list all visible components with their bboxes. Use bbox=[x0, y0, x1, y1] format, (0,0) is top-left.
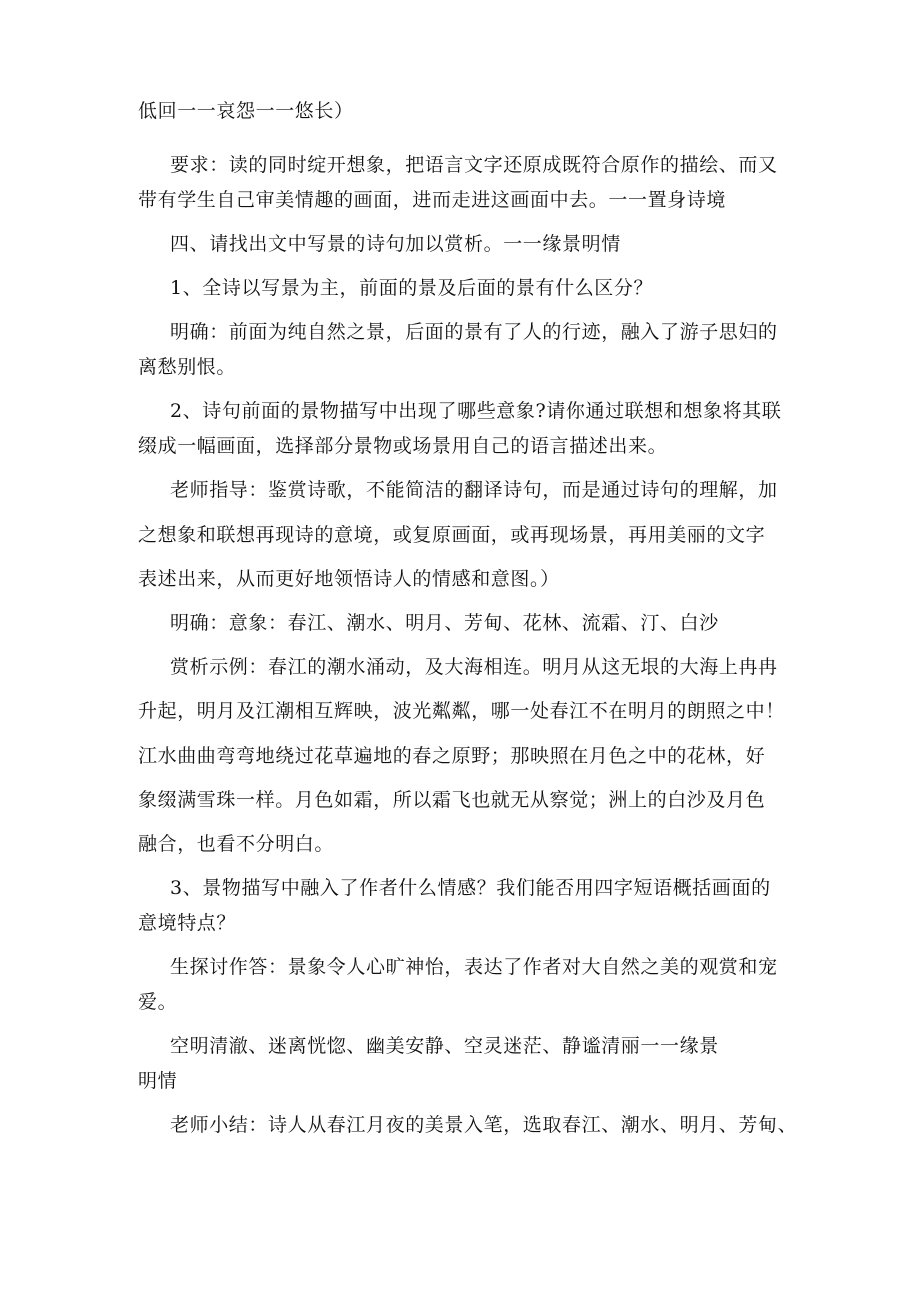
text-line: 带有学生自己审美情趣的画面，进而走进这画面中去。一一置身诗境 bbox=[138, 189, 727, 211]
text-line: 象缀满雪珠一样。月色如霜，所以霜飞也就无从察觉；洲上的白沙及月色 bbox=[138, 789, 766, 811]
text-line: 江水曲曲弯弯地绕过花草遍地的春之原野；那映照在月色之中的花林，好 bbox=[138, 745, 766, 767]
text-line: 空明清澈、迷离恍惚、幽美安静、空灵迷茫、静谧清丽一一缘景 bbox=[170, 1035, 719, 1057]
text-line: 表述出来，从而更好地领悟诗人的情感和意图。） bbox=[138, 568, 560, 590]
text-line: 缀成一幅画面，选择部分景物或场景用自己的语言描述出来。 bbox=[138, 435, 668, 457]
text-line: 四、请找出文中写景的诗句加以赏析。一一缘景明情 bbox=[170, 233, 621, 255]
text-line: 融合，也看不分明白。 bbox=[138, 833, 335, 855]
text-line: 赏析示例：春江的潮水涌动，及大海相连。明月从这无垠的大海上冉冉 bbox=[170, 656, 778, 678]
text-line: 老师指导：鉴赏诗歌，不能简洁的翻译诗句，而是通过诗句的理解，加 bbox=[170, 479, 778, 501]
text-line: 1、全诗以写景为主，前面的景及后面的景有什么区分？ bbox=[170, 277, 654, 299]
text-line: 3、景物描写中融入了作者什么情感？我们能否用四字短语概括画面的 bbox=[170, 877, 771, 899]
text-line: 离愁别恨。 bbox=[138, 356, 237, 378]
text-line: 生探讨作答：景象令人心旷神怡，表达了作者对大自然之美的观赏和宠 bbox=[170, 956, 778, 978]
text-line: 之想象和联想再现诗的意境，或复原画面，或再现场景，再用美丽的文字 bbox=[138, 524, 766, 546]
text-line: 升起，明月及江潮相互辉映，波光粼粼，哪一处春江不在明月的朗照之中！ bbox=[138, 700, 785, 722]
text-line: 明确：前面为纯自然之景，后面的景有了人的行迹，融入了游子思妇的 bbox=[170, 321, 778, 343]
text-line: 要求：读的同时绽开想象，把语言文字还原成既符合原作的描绘、而又 bbox=[170, 154, 778, 176]
text-line: 意境特点？ bbox=[138, 912, 237, 934]
text-line: 2、诗句前面的景物描写中出现了哪些意象?请你通过联想和想象将其联 bbox=[170, 400, 782, 422]
text-line: 老师小结：诗人从春江月夜的美景入笔，选取春江、潮水、明月、芳甸、 bbox=[170, 1114, 798, 1136]
text-line: 明情 bbox=[138, 1070, 178, 1092]
text-line: 明确：意象：春江、潮水、明月、芳甸、花林、流霜、汀、白沙 bbox=[170, 612, 719, 634]
text-line: 爱。 bbox=[138, 991, 178, 1013]
text-line: 低回一一哀怨一一悠长） bbox=[138, 100, 354, 122]
